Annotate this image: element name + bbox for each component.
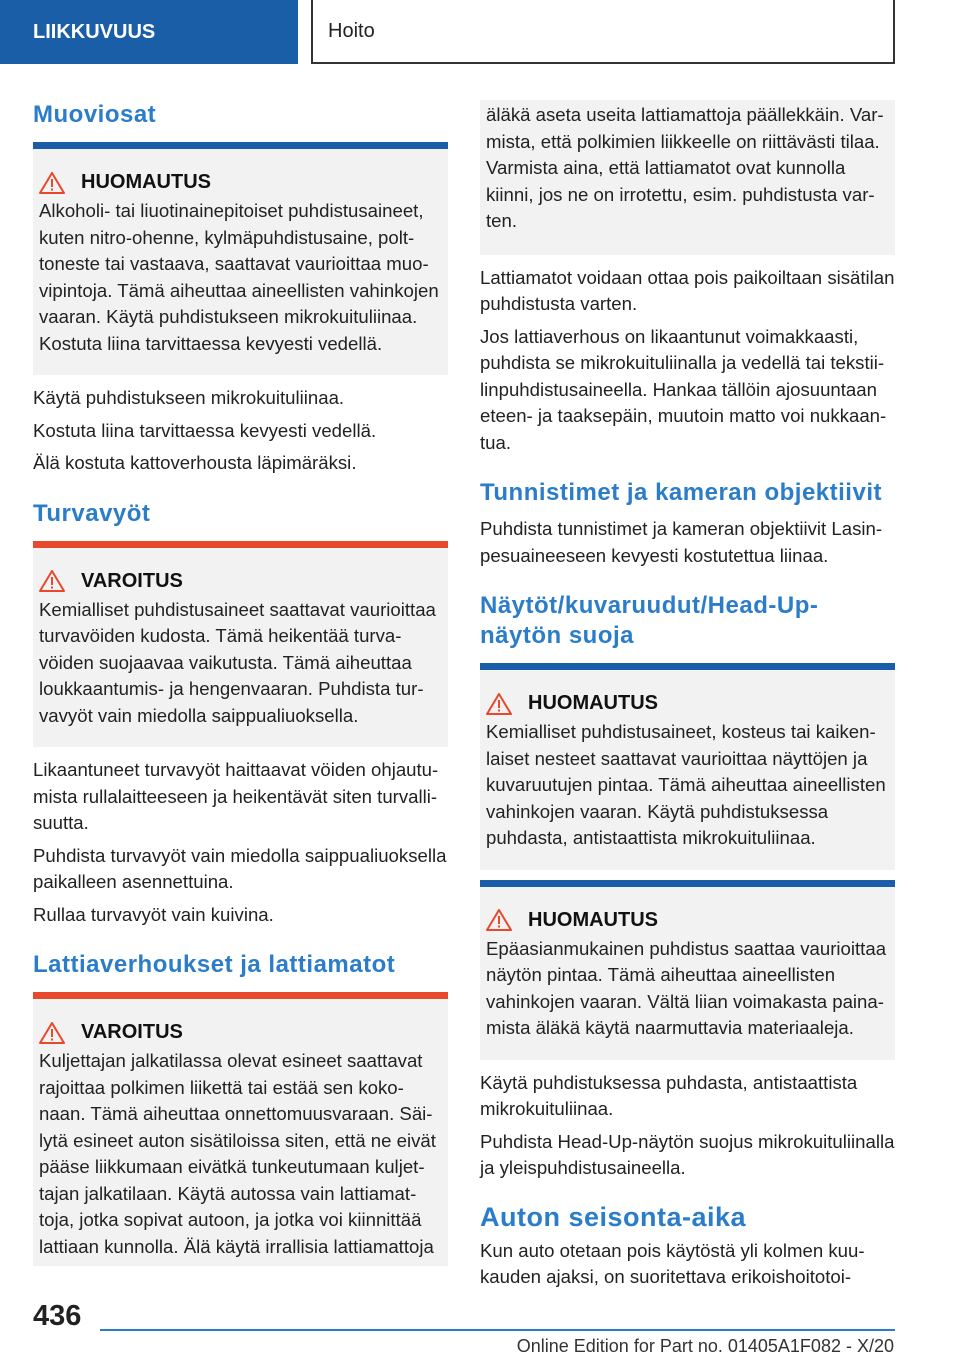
- warning-triangle-icon: [39, 570, 65, 592]
- warning-triangle-icon: [486, 909, 512, 931]
- warning-text: äläkä aseta useita lattiamattoja päällekkäin. Varmista, että polkimien liikkeelle on riittävästi tilaa. Varmista aina, että lattiamatot ovat kunnolla kiinni, jos ne on irrotettu, esim. puhdistusta varten.: [486, 104, 884, 231]
- notice-box: [480, 663, 895, 870]
- paragraph: Käytä puhdistukseen mikrokuituliinaa.: [33, 387, 345, 408]
- warning-label: VAROITUS: [81, 569, 183, 592]
- heading-seisonta: Auton seisonta-aika: [480, 1201, 747, 1232]
- notice-label: HUOMAUTUS: [528, 692, 658, 714]
- notice-header: [39, 171, 442, 194]
- notice-label: HUOMAUTUS: [528, 908, 658, 931]
- warning-header: [39, 1021, 442, 1044]
- warning-box: [33, 992, 448, 1266]
- notice-header: [486, 909, 889, 932]
- paragraph: Jos lattiaverhous on likaantunut voimakkaasti, puhdista se mikrokuituliinalla ja vedellä tai tekstiilinpuhdistusaineella. Hankaa tällöin ajosuuntaan eteen- ja taaksepäin, muutoin matto voi nukkaantua.: [480, 325, 887, 453]
- paragraph: Lattiamatot voidaan ottaa pois paikoiltaan sisätilan puhdistusta varten.: [480, 266, 895, 314]
- heading-muoviosat: Muoviosat: [33, 101, 157, 128]
- chapter-tab: [311, 0, 895, 64]
- heading-turvavyot: Turvavyöt: [33, 499, 151, 527]
- paragraph: Käytä puhdistuksessa puhdasta, antistaattista mikrokuituliinaa.: [480, 1071, 858, 1119]
- warning-triangle-icon: [39, 172, 65, 194]
- chapter-label: Hoito: [328, 19, 375, 42]
- paragraph: Puhdista tunnistimet ja kameran objektiivit Lasinpesuaineeseen kevyesti kostutettua liinaa.: [480, 518, 883, 566]
- footer-rule: [100, 1329, 895, 1331]
- warning-box-continued: [480, 100, 895, 255]
- notice-text: Epäasianmukainen puhdistus saattaa vaurioittaa näytön pintaa. Tämä aiheuttaa aineellisten vahinkojen vaaran. Vältä liian voimakasta painamista äläkä käytä naarmuttavia materiaaleja.: [486, 937, 887, 1038]
- paragraph: Kostuta liina tarvittaessa kevyesti vedellä.: [33, 419, 377, 441]
- warning-bar: [33, 992, 448, 999]
- notice-bar: [480, 880, 895, 887]
- paragraph: Rullaa turvavyöt vain kuivina.: [33, 903, 274, 925]
- right-column: [480, 100, 895, 1291]
- left-column: [33, 100, 448, 1266]
- notice-bar: [33, 142, 448, 149]
- notice-box: [480, 880, 895, 1060]
- footer-edition: Online Edition for Part no. 01405A1F082 - X/20: [516, 1336, 894, 1356]
- warning-label: VAROITUS: [81, 1021, 183, 1043]
- notice-header: [486, 692, 889, 715]
- heading-naytot: Näytöt/kuvaruudut/Head-Up-näytön suoja: [480, 592, 819, 649]
- warning-bar: [33, 541, 448, 548]
- heading-tunnistimet: Tunnistimet ja kameran objektiivit: [480, 479, 882, 506]
- section-label: LIIKKUVUUS: [33, 20, 156, 43]
- warning-triangle-icon: [486, 693, 512, 715]
- warning-text: Kemialliset puhdistusaineet saattavat vaurioittaa turvavöiden kudosta. Tämä heikentää turvavöiden suojaavaa vaikutusta. Tämä aiheuttaa loukkaantumis- ja hengenvaaran. Puhdista turvavyöt vain miedolla saippualiuoksella.: [39, 598, 436, 726]
- notice-text: Kemialliset puhdistusaineet, kosteus tai kaikenlaiset nesteet saattavat vaurioittaa näyttöjen ja kuvaruutujen pintaa. Tämä aiheuttaa aineellisten vahinkojen vaaran. Käytä puhdistuksessa puhdasta, antistaattista mikrokuituliinaa.: [486, 721, 886, 848]
- warning-box: [33, 541, 448, 748]
- page-number: 436: [33, 1300, 82, 1332]
- section-tab: [0, 0, 298, 64]
- paragraph: Puhdista turvavyöt vain miedolla saippualiuoksella paikalleen asennettuina.: [33, 844, 447, 892]
- paragraph: Puhdista Head-Up-näytön suojus mikrokuituliinalla ja yleispuhdistusaineella.: [480, 1130, 895, 1178]
- paragraph: Älä kostuta kattoverhousta läpimäräksi.: [33, 452, 357, 473]
- paragraph: Likaantuneet turvavyöt haittaavat vöiden ohjautumista rullalaitteeseen ja heikentävät siten turvallisuutta.: [33, 759, 439, 833]
- warning-header: [39, 570, 442, 593]
- paragraph: Kun auto otetaan pois käytöstä yli kolmen kuukauden ajaksi, on suoritettava erikoishoitotoi-: [480, 1239, 865, 1287]
- warning-triangle-icon: [39, 1022, 65, 1044]
- heading-lattia: Lattiaverhoukset ja lattiamatot: [33, 951, 396, 978]
- notice-label: HUOMAUTUS: [81, 171, 211, 193]
- notice-text: Alkoholi- tai liuotinainepitoiset puhdistusaineet, kuten nitro-ohenne, kylmäpuhdistusaine, polttoneste tai vastaava, saattavat vaurioittaa muovipintoja. Tämä aiheuttaa aineellisten vahinkojen vaaran. Käytä puhdistukseen mikrokuituliinaa. Kostuta liina tarvittaessa kevyesti vedellä.: [39, 200, 439, 354]
- notice-bar: [480, 663, 895, 670]
- notice-box: [33, 142, 448, 375]
- warning-text: Kuljettajan jalkatilassa olevat esineet saattavat rajoittaa polkimen liikettä tai estää sen kokonaan. Tämä aiheuttaa onnettomuusvaraan. Säilytä esineet auton sisätiloissa siten, että ne eivät pääse liikkumaan eivätkä tunkeutumaan kuljettajan jalkatilaan. Käytä autossa vain lattiamattoja, jotka sopivat autoon, ja jotka voi kiinnittää lattiaan kunnolla. Älä käytä irrallisia lattiamattoja: [39, 1050, 436, 1257]
